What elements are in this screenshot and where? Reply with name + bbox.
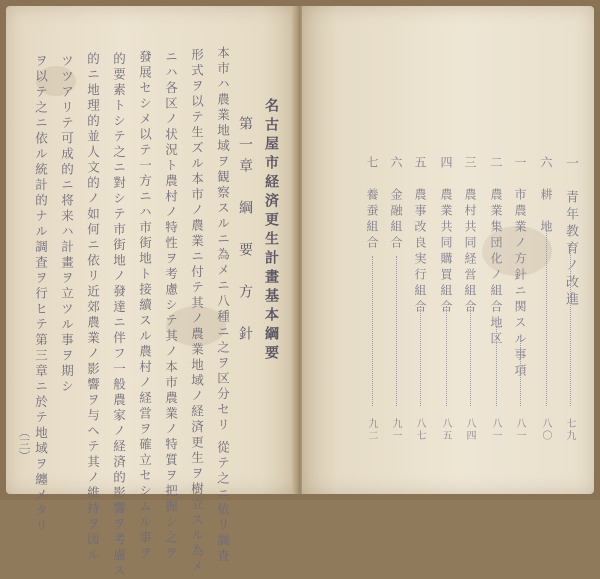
body-line: 發展セシメ以テ一方ニハ市街地ト接續スル農村ノ経営ヲ確立セシムル事ヲ [137, 50, 153, 562]
left-page [6, 6, 296, 579]
body-line: ニハ各区ノ状況ト農村ノ特性ヲ考慮シテ其ノ本市農業ノ特質ヲ把握シ之ヲ [163, 50, 179, 562]
toc-page-number: 九一 [390, 418, 401, 442]
toc-leader [396, 256, 397, 406]
toc-page-number: 八〇 [540, 418, 551, 442]
right-page [302, 6, 594, 494]
toc-page-number: 九二 [366, 418, 377, 442]
toc-item: 六 耕 地 [539, 156, 553, 236]
toc-leader [372, 256, 373, 406]
body-line: 的要素トシテ之ニ對シテ市街地ノ發達ニ伴フ一般農家ノ経済的影響ヲ考慮ス [111, 52, 127, 579]
toc-page-number: 七九 [564, 418, 575, 442]
toc-page-number: 八一 [514, 418, 525, 442]
body-line: ツツアリテ可成的ニ将来ハ計畫ヲ立ツル事ヲ期シ [59, 54, 75, 395]
body-line: ヲ以テ之ニ依ル統計的ナル調査ヲ行ヒテ第三章ニ於テ地域ヲ纏メタリ [33, 54, 49, 535]
body-line: 本市ハ農業地域ヲ観察スルニ為メニ八種ニ之ヲ区分セリ 從テ之ニ依リ調査 [215, 46, 231, 565]
toc-page-number: 八一 [490, 418, 501, 442]
document-title: 名古屋市経済更生計畫基本綱要 [263, 98, 279, 364]
toc-leader [546, 226, 547, 406]
toc-leader [420, 306, 421, 406]
toc-leader [446, 306, 447, 406]
toc-page-number: 八五 [440, 418, 451, 442]
toc-item: 六 金融組合 [389, 156, 403, 252]
toc-page-number: 八七 [414, 418, 425, 442]
toc-item: 二 農業集団化ノ組合地区 [489, 156, 503, 348]
body-line: 的ニ地理的並人文的ノ如何ニ依リ近郊農業ノ影響ヲ与ヘテ其ノ維持ヲ図ル [85, 52, 101, 564]
toc-leader [520, 336, 521, 406]
toc-item: 三 農村共同経営組合 [463, 156, 477, 316]
toc-item: 七 養蚕組合 [365, 156, 379, 252]
toc-page-number: 八四 [464, 418, 475, 442]
toc-item: 五 農事改良実行組合 [413, 156, 427, 316]
toc-leader [470, 306, 471, 406]
toc-item: 一 市農業ノ方針ニ関スル事項 [513, 156, 527, 380]
chapter-heading: 第一章 綱 要 方 針 [237, 116, 253, 347]
toc-item: 四 農業共同購買組合 [439, 156, 453, 316]
body-line: 形式ヲ以テ生ズル本市ノ農業ニ付テ其ノ農業地域ノ経済更生ヲ樹立スル為メ [189, 48, 205, 575]
toc-leader [496, 326, 497, 406]
margin-mark: （三） [17, 426, 31, 462]
toc-leader [570, 246, 571, 406]
toc-item: 一 青年教育ノ改進 [563, 156, 578, 309]
